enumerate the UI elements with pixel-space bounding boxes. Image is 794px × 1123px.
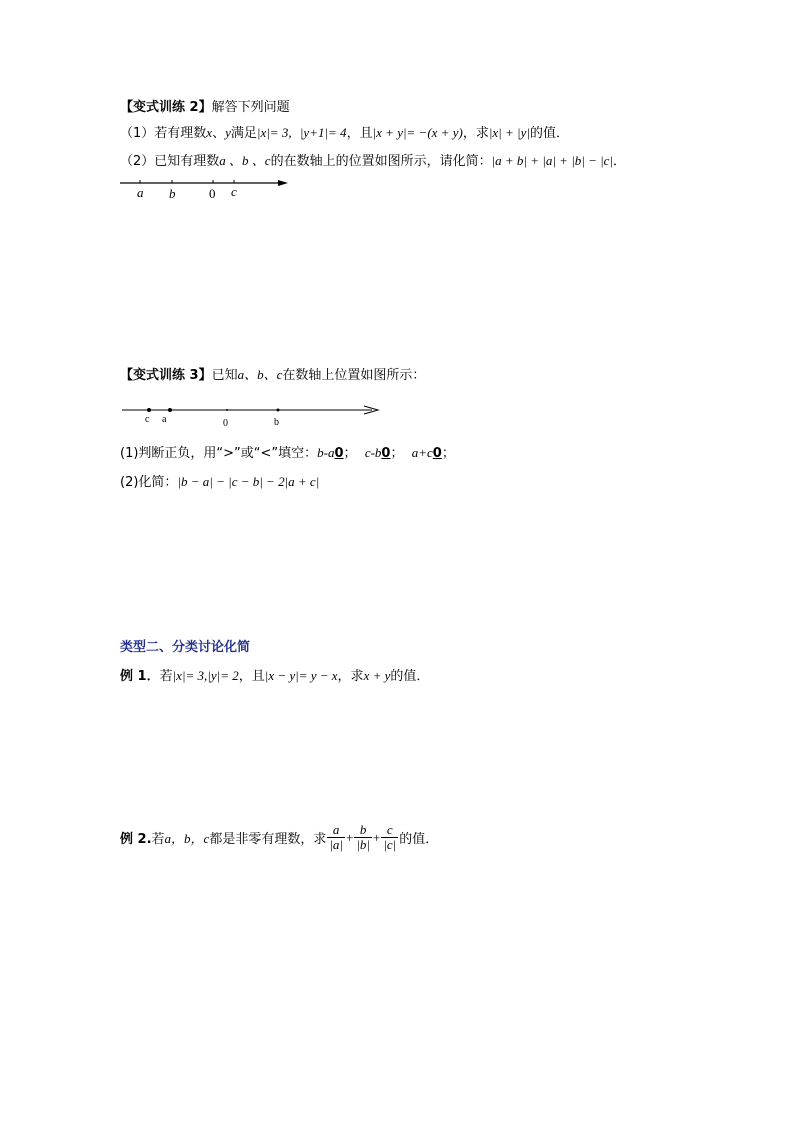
axis-label-b: b (169, 186, 176, 201)
q1-prefix: （1）若有理数 (120, 126, 207, 141)
training2-heading-line (120, 96, 290, 115)
training3-question2 (120, 471, 319, 490)
q2-prefix: （2）已知有理数 (120, 154, 220, 169)
fraction-a-num: a (332, 822, 340, 837)
plus-1: + (345, 829, 354, 845)
q1-and: ，且 (346, 126, 373, 141)
training2-heading-rest: 解答下列问题 (211, 100, 290, 115)
axis-label-0: 0 (209, 186, 216, 201)
point-a (168, 408, 172, 412)
training2-question1 (120, 122, 569, 141)
axis-label-c: c (231, 184, 237, 199)
example2 (120, 823, 438, 852)
training3-question1 (120, 442, 455, 461)
q1-cond2: |y+1|= 4 (299, 125, 347, 140)
t3-q1-c-minus-b: c-b (364, 445, 382, 460)
ex1-end: 的值． (390, 669, 430, 684)
q1-mid: 满足 (230, 126, 257, 141)
axis-label-a: a (137, 185, 144, 200)
q2-expr: |a + b| + |a| + |b| − |c| (491, 153, 614, 168)
t3-q1-text: (1)判断正负，用“>”或“<”填空： (120, 446, 318, 461)
t3-q2-text: (2)化简： (120, 475, 178, 490)
q2-end: ． (613, 154, 627, 169)
training2-heading: 【变式训练 2】 (120, 100, 212, 115)
t3-q1-zero-1: 0 (334, 446, 344, 461)
point-c (147, 408, 151, 412)
fraction-b-num: b (359, 822, 367, 837)
number-line-1 (120, 172, 295, 204)
q1-var-x: x (206, 125, 213, 140)
fraction-c-num: c (386, 822, 393, 837)
training3-rest2: 在数轴上位置如图所示： (282, 368, 426, 383)
ex2-end: 的值． (399, 832, 439, 847)
example1-label: 例 1． (120, 669, 160, 684)
q1-var-y: y (225, 125, 231, 140)
q1-end: 的值． (529, 126, 569, 141)
t3-q1-b-minus-a: b-a (317, 445, 335, 460)
axis-label-b: b (274, 417, 279, 428)
training3-vars: a、b、c (237, 367, 283, 382)
fraction-b-den: |b| (356, 837, 370, 852)
training3-heading: 【变式训练 3】 (120, 368, 212, 383)
section-title: 类型二、分类讨论化简 (120, 640, 251, 655)
t3-q2-expr: |b − a| − |c − b| − 2|a + c| (177, 474, 320, 489)
plus-2: + (372, 829, 381, 845)
fraction-a-den: |a| (329, 837, 343, 852)
number-line-2 (122, 402, 387, 432)
axis-label-0: 0 (223, 418, 228, 429)
training2-question2 (120, 150, 626, 169)
t3-q1-sep2: ； (390, 446, 404, 461)
q2-vars: a 、b 、c (219, 153, 271, 168)
example2-label: 例 2. (120, 832, 152, 847)
fraction-c-den: |c| (383, 837, 397, 852)
q1-expr: |x| + |y| (488, 125, 530, 140)
t3-q1-sep1: ； (343, 446, 357, 461)
axis-label-a: a (162, 414, 167, 425)
t3-q1-zero-2: 0 (381, 446, 391, 461)
q1-cond3: |x + y|= −(x + y) (372, 125, 463, 140)
t3-q1-a-plus-c: a+c (411, 445, 433, 460)
q1-cond1: |x|= 3, (256, 125, 292, 140)
ex2-text2: 都是非零有理数，求 (209, 832, 327, 847)
t3-q1-zero-3: 0 (432, 446, 442, 461)
q1-ask: ，求 (462, 126, 489, 141)
q2-mid: 的在数轴上的位置如图所示，请化简： (270, 154, 492, 169)
ex1-expr: x + y (363, 668, 391, 683)
fraction-b (354, 823, 372, 852)
example1 (120, 665, 429, 684)
axis-label-c: c (145, 414, 150, 425)
t3-q1-end: ； (441, 446, 455, 461)
fraction-c (381, 823, 398, 852)
training3-rest1: 已知 (211, 368, 238, 383)
ex1-text3: ，求 (337, 669, 364, 684)
ex2-text1: 若 (151, 832, 165, 847)
fraction-a (327, 823, 345, 852)
ex1-cond2: |x − y|= y − x (264, 668, 338, 683)
q1-sep: 、 (212, 126, 226, 141)
axis-arrow-icon (278, 180, 288, 186)
ex1-text2: ，且 (238, 669, 265, 684)
point-0 (226, 409, 228, 411)
ex1-text1: 若 (159, 669, 173, 684)
ex1-cond: |x|= 3,|y|= 2 (172, 668, 239, 683)
training3-heading-line (120, 364, 425, 383)
point-b (277, 409, 280, 412)
ex2-vars: a，b，c (164, 831, 210, 846)
